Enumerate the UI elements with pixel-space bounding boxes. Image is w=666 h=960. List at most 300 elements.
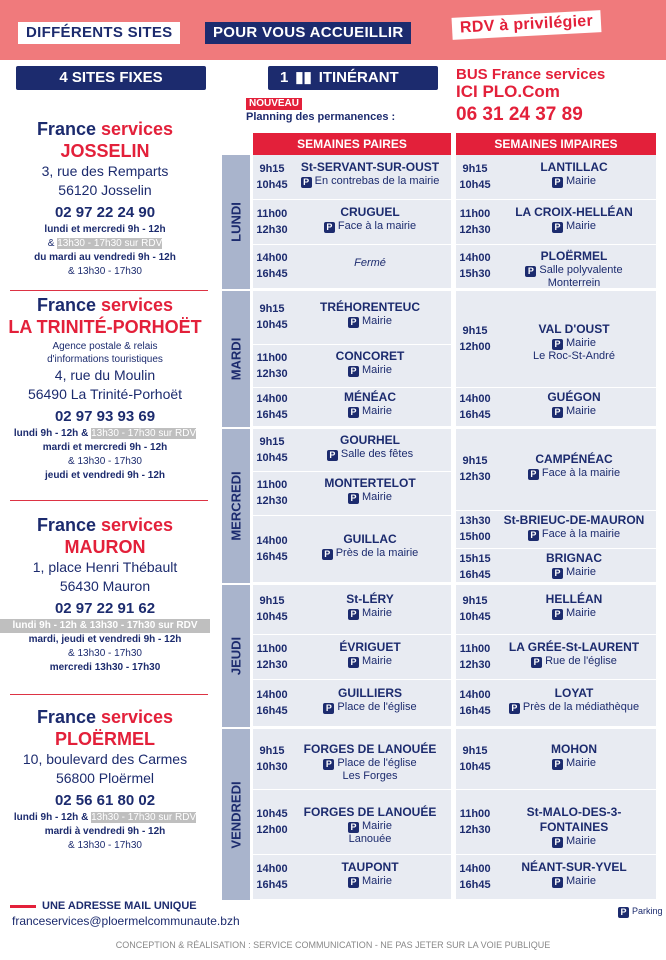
- slot-start: 9h15: [259, 162, 285, 175]
- slot-location: Mairie: [566, 219, 596, 232]
- footer-credits: CONCEPTION & RÉALISATION : SERVICE COMMUNICATION - NE PAS JETER SUR LA VOIE PUBLIQUE: [115, 940, 551, 950]
- slot-times: [458, 687, 492, 719]
- commune-name: LA GRÉE-St-LAURENT: [508, 639, 640, 654]
- parking-icon: P: [618, 907, 629, 918]
- column-header-impairs: SEMAINES IMPAIRES: [456, 133, 656, 155]
- slot-end: 10h45: [459, 611, 491, 623]
- slot-start: 9h15: [259, 744, 285, 757]
- bus-title: [456, 66, 605, 101]
- bus-label-fs: France services: [491, 66, 606, 83]
- slot-location: Mairie: [566, 607, 596, 619]
- commune-name: TAUPONT: [341, 859, 399, 874]
- slot-location-2: Lanouée: [348, 832, 392, 845]
- slot-start: 14h00: [256, 688, 288, 701]
- slot-location: En contrebas de la mairie: [314, 174, 440, 187]
- day-label: LUNDI: [222, 155, 250, 289]
- slot-place: [293, 205, 447, 233]
- site-city: PLOËRMEL: [54, 729, 155, 749]
- commune-name: GUÉGON: [547, 390, 601, 404]
- parking-icon: P: [531, 657, 542, 668]
- schedule-slot: [253, 790, 451, 855]
- site-address: 4, rue du Moulin: [54, 367, 156, 383]
- slot-end: 12h00: [459, 340, 491, 353]
- slot-location: Rue de l'église: [545, 654, 617, 667]
- slot-times: [458, 206, 492, 238]
- slot-start: 11h00: [256, 351, 288, 364]
- schedule-slot: [253, 855, 451, 900]
- parking-icon: P: [552, 609, 563, 620]
- slot-start: 14h00: [256, 534, 288, 547]
- slot-place: [496, 592, 652, 620]
- slot-start: 9h15: [462, 324, 488, 337]
- slot-times: [255, 593, 289, 625]
- nouveau-badge: NOUVEAU: [246, 98, 302, 110]
- header-rdv-badge: RDV à privilégier: [452, 10, 602, 40]
- slot-location-2: Monterrein: [547, 277, 601, 289]
- slot-location: Mairie: [362, 607, 392, 619]
- slot-location-2: Le Roc-St-André: [533, 349, 615, 362]
- site-la-trinite: [0, 294, 210, 483]
- slot-place: [496, 686, 652, 714]
- schedule-slot: [456, 635, 656, 680]
- mail-title: UNE ADRESSE MAIL UNIQUE: [10, 900, 197, 912]
- slot-times: [255, 533, 289, 565]
- schedule-slot: [456, 549, 656, 583]
- slot-location: Face à la mairie: [541, 467, 621, 479]
- commune-name: MONTERTELOT: [324, 476, 416, 490]
- slot-times: [458, 593, 492, 625]
- slot-location: Mairie: [566, 756, 596, 769]
- slot-place: [496, 160, 652, 188]
- parking-icon: P: [348, 407, 359, 418]
- slot-end: 16h45: [256, 268, 288, 280]
- slot-start: 9h15: [259, 435, 285, 448]
- slot-end: 16h45: [459, 878, 491, 891]
- parking-icon: P: [348, 366, 359, 377]
- slot-place: [293, 742, 447, 783]
- site-hours: & 13h30 - 17h30 sur RDV: [47, 238, 163, 249]
- site-postcode: 56800 Ploërmel: [55, 770, 155, 786]
- slot-location: Face à la mairie: [337, 219, 417, 232]
- site-hours: & 13h30 - 17h30: [68, 840, 142, 851]
- schedule-slot: [253, 345, 451, 388]
- slot-times: [255, 161, 289, 193]
- schedule-slot: [456, 155, 656, 200]
- slot-start: 9h15: [462, 455, 488, 467]
- slot-place: [496, 742, 652, 770]
- parking-icon: P: [323, 759, 334, 770]
- site-josselin: [0, 118, 210, 279]
- slot-start: 14h00: [256, 252, 288, 264]
- slot-location: Mairie: [566, 405, 596, 417]
- schedule-slot: [456, 429, 656, 511]
- slot-place: [293, 300, 447, 328]
- parking-icon: P: [348, 657, 359, 668]
- commune-name: NÉANT-SUR-YVEL: [521, 859, 627, 874]
- slot-place: [293, 249, 447, 270]
- bus-label: BUS: [456, 66, 492, 83]
- slot-start: 9h15: [462, 595, 488, 607]
- slot-start: 11h00: [256, 479, 288, 491]
- site-phone[interactable]: 02 56 61 80 02: [54, 792, 156, 809]
- planning-label: Planning des permanences :: [246, 111, 396, 123]
- commune-name: MOHON: [551, 741, 597, 756]
- parking-icon: P: [348, 877, 359, 888]
- slot-start: 11h00: [459, 807, 491, 820]
- commune-name: CONCORET: [335, 348, 405, 363]
- commune-name: TRÉHORENTEUC: [319, 300, 420, 314]
- commune-name: MÉNÉAC: [343, 390, 396, 404]
- parking-icon: P: [348, 317, 359, 328]
- slot-place: [293, 349, 447, 377]
- parking-icon: P: [301, 177, 312, 188]
- schedule-slot: [253, 388, 451, 427]
- commune-name: CRUGUEL: [340, 204, 400, 219]
- slot-end: 10h45: [256, 451, 288, 464]
- site-city: MAURON: [64, 537, 146, 557]
- site-mauron: [0, 514, 210, 675]
- slot-start: 14h00: [459, 392, 491, 405]
- site-extra: Agence postale & relais d'informations touristiques: [47, 341, 163, 365]
- slot-times: [458, 513, 492, 545]
- bus-phone[interactable]: 06 31 24 37 89: [456, 104, 583, 125]
- slot-start: 11h00: [256, 207, 288, 220]
- slot-location: Mairie: [566, 336, 596, 349]
- slot-start: 10h45: [256, 807, 288, 820]
- parking-icon: P: [525, 266, 536, 277]
- slot-location: Mairie: [362, 491, 392, 503]
- slot-times: [255, 301, 289, 333]
- slot-times: [255, 391, 289, 423]
- commune-name: FORGES DE LANOUÉE: [303, 741, 437, 756]
- slot-start: 11h00: [459, 207, 491, 220]
- column-header-pairs: SEMAINES PAIRES: [253, 133, 451, 155]
- header-title-left: DIFFÉRENTS SITES: [18, 22, 180, 44]
- slot-location-2: Les Forges: [342, 769, 398, 782]
- site-phone[interactable]: 02 97 22 91 62: [54, 600, 156, 617]
- slot-times: [458, 391, 492, 423]
- schedule-slot: [253, 729, 451, 790]
- itinerant-label: ITINÉRANT: [318, 69, 399, 86]
- slot-start: 14h00: [256, 862, 288, 875]
- site-hours: lundi 9h - 12h & 13h30 - 17h30 sur RDV: [13, 428, 197, 439]
- site-city: JOSSELIN: [60, 141, 150, 161]
- slot-location: Près de la médiathèque: [522, 700, 640, 713]
- parking-icon: P: [348, 822, 359, 833]
- slot-start: 14h00: [459, 688, 491, 701]
- slot-place: [293, 860, 447, 888]
- schedule-slot: [253, 245, 451, 289]
- slot-start: 9h15: [259, 595, 285, 607]
- slot-times: [458, 743, 492, 775]
- parking-icon: P: [327, 450, 338, 461]
- slot-place: [496, 513, 652, 541]
- schedule-slot: [456, 680, 656, 727]
- slot-location: Place de l'église: [337, 700, 417, 713]
- slot-times: [255, 206, 289, 238]
- slot-place: [293, 805, 447, 846]
- slot-start: 14h00: [459, 862, 491, 875]
- slot-end: 10h45: [459, 760, 491, 773]
- schedule-slot: [456, 855, 656, 900]
- schedule-slot: [253, 429, 451, 472]
- slot-location: Près de la mairie: [335, 546, 419, 559]
- slot-location: Mairie: [362, 654, 392, 667]
- commune-name: FORGES DE LANOUÉE: [303, 804, 437, 819]
- slot-place: [496, 249, 652, 290]
- site-address: 1, place Henri Thébault: [32, 559, 178, 575]
- slot-end: 12h30: [256, 658, 288, 671]
- divider: [10, 500, 208, 501]
- slot-place: [293, 476, 447, 504]
- day-label: MARDI: [222, 291, 250, 427]
- slot-end: 12h30: [256, 367, 288, 380]
- slot-end: 12h30: [459, 658, 491, 671]
- divider: [10, 290, 208, 291]
- commune-name: BRIGNAC: [546, 551, 602, 565]
- slot-start: 11h00: [459, 642, 491, 655]
- slot-place: [496, 390, 652, 418]
- slot-place: [293, 433, 447, 461]
- slot-times: [255, 250, 289, 282]
- schedule-slot: [253, 516, 451, 583]
- slot-end: 12h30: [459, 471, 491, 483]
- slot-place: [496, 551, 652, 579]
- schedule-slot: [253, 680, 451, 727]
- schedule-slot: [456, 200, 656, 245]
- slot-location: Mairie: [362, 819, 392, 832]
- slot-place: [496, 640, 652, 668]
- site-hours: & 13h30 - 17h30: [68, 266, 142, 277]
- slot-place: [293, 390, 447, 418]
- commune-name: GOURHEL: [340, 432, 400, 447]
- slot-end: 10h30: [256, 760, 288, 773]
- slot-times: [255, 434, 289, 466]
- slot-start: 14h00: [459, 252, 491, 264]
- schedule-slot: [253, 200, 451, 245]
- site-hours: mardi, jeudi et vendredi 9h - 12h: [28, 634, 182, 645]
- day-label: MERCREDI: [222, 429, 250, 583]
- slot-end: 16h45: [459, 704, 491, 717]
- divider: [10, 694, 208, 695]
- commune-name: LA CROIX-HELLÉAN: [515, 204, 633, 219]
- slot-end: 16h45: [256, 704, 288, 717]
- day-label: VENDREDI: [222, 729, 250, 900]
- parking-icon: P: [348, 493, 359, 504]
- slot-times: [458, 323, 492, 355]
- itinerant-title: [268, 66, 438, 90]
- slot-times: [458, 161, 492, 193]
- site-hours: mardi à vendredi 9h - 12h: [44, 826, 166, 837]
- site-phone[interactable]: 02 97 93 93 69: [54, 408, 156, 425]
- schedule-slot: [456, 245, 656, 289]
- slot-location: Mairie: [362, 315, 392, 327]
- site-hours: du mardi au vendredi 9h - 12h: [34, 252, 176, 263]
- schedule-slot: [253, 585, 451, 635]
- schedule-slot: [456, 790, 656, 855]
- slot-times: [255, 350, 289, 382]
- bus-brand: ICI PLO.Com: [456, 82, 560, 101]
- schedule-slot: [456, 291, 656, 388]
- site-postcode: 56430 Mauron: [59, 578, 151, 594]
- slot-start: 9h15: [462, 162, 488, 175]
- site-city: LA TRINITÉ-PORHOËT: [8, 317, 202, 337]
- site-brand: France services: [36, 295, 174, 315]
- site-hours: & 13h30 - 17h30: [68, 648, 142, 659]
- slot-place: [496, 205, 652, 233]
- slot-place: [496, 860, 652, 888]
- parking-icon: P: [552, 837, 563, 848]
- parking-icon: P: [322, 549, 333, 560]
- commune-name: GUILLAC: [343, 531, 397, 546]
- parking-icon: P: [552, 759, 563, 770]
- commune-name: St-SERVANT-SUR-OUST: [300, 159, 440, 174]
- site-address: 3, rue des Remparts: [41, 163, 169, 179]
- schedule-slot: [253, 472, 451, 516]
- site-hours: lundi 9h - 12h & 13h30 - 17h30 sur RDV: [0, 619, 210, 633]
- slot-place: [293, 160, 447, 188]
- commune-name: St-MALO-DES-3-FONTAINES: [526, 804, 622, 834]
- commune-name: CAMPÉNÉAC: [535, 452, 613, 466]
- commune-name: St-BRIEUC-DE-MAURON: [503, 513, 645, 527]
- fixed-sites-title: 4 SITES FIXES: [16, 66, 206, 90]
- commune-name: PLOËRMEL: [540, 249, 608, 263]
- slot-end: 12h30: [459, 823, 491, 836]
- slot-closed: Fermé: [354, 257, 386, 269]
- parking-icon: P: [323, 703, 334, 714]
- slot-end: 12h30: [459, 223, 491, 236]
- parking-icon: P: [348, 609, 359, 620]
- parking-icon: P: [552, 407, 563, 418]
- slot-end: 15h00: [459, 531, 491, 543]
- slot-place: [496, 805, 652, 848]
- slot-location: Salle des fêtes: [340, 447, 414, 460]
- slot-location: Mairie: [566, 874, 596, 887]
- slot-place: [496, 452, 652, 480]
- slot-end: 10h45: [256, 178, 288, 191]
- slot-location: Mairie: [362, 363, 392, 376]
- slot-end: 10h45: [256, 611, 288, 623]
- slot-times: [458, 861, 492, 893]
- slot-start: 9h15: [462, 744, 488, 757]
- slot-end: 12h00: [256, 823, 288, 836]
- slot-times: [255, 743, 289, 775]
- slot-start: 15h15: [459, 553, 491, 565]
- slot-location: Mairie: [566, 174, 596, 187]
- parking-icon: P: [552, 568, 563, 579]
- slot-end: 16h45: [256, 408, 288, 421]
- parking-icon: P: [509, 703, 520, 714]
- commune-name: LOYAT: [554, 685, 594, 700]
- site-hours: mardi et mercredi 9h - 12h: [42, 442, 168, 453]
- parking-icon: P: [528, 530, 539, 541]
- slot-place: [293, 532, 447, 560]
- commune-name: VAL D'OUST: [538, 321, 610, 336]
- slot-end: 10h45: [256, 319, 288, 331]
- parking-icon: P: [552, 339, 563, 350]
- parking-icon: P: [324, 222, 335, 233]
- schedule-slot: [456, 511, 656, 549]
- slot-end: 16h45: [459, 408, 491, 421]
- site-hours: & 13h30 - 17h30: [68, 456, 142, 467]
- slot-start: 13h30: [459, 515, 491, 527]
- slot-location: Mairie: [566, 834, 596, 847]
- slot-end: 10h45: [459, 178, 491, 191]
- slot-times: [458, 453, 492, 485]
- commune-name: LANTILLAC: [540, 159, 608, 174]
- slot-end: 12h30: [256, 495, 288, 507]
- parking-icon: P: [552, 877, 563, 888]
- slot-start: 11h00: [256, 642, 288, 655]
- slot-times: [255, 687, 289, 719]
- parking-legend: P Parking: [618, 906, 663, 918]
- commune-name: GUILLIERS: [337, 685, 402, 700]
- commune-name: St-LÉRY: [346, 592, 394, 606]
- itinerant-number: 1: [280, 69, 289, 86]
- slot-location: Place de l'église: [337, 756, 417, 769]
- slot-times: [255, 641, 289, 673]
- slot-location: Mairie: [566, 566, 596, 578]
- schedule-slot: [456, 388, 656, 427]
- slot-times: [255, 861, 289, 893]
- commune-name: ÉVRIGUET: [339, 639, 401, 654]
- slot-end: 16h45: [459, 569, 491, 581]
- slot-end: 16h45: [256, 878, 288, 891]
- parking-icon: P: [528, 469, 539, 480]
- slot-end: 16h45: [256, 550, 288, 563]
- site-phone[interactable]: 02 97 22 24 90: [54, 204, 156, 221]
- slot-end: 15h30: [459, 268, 491, 280]
- commune-name: HELLÉAN: [545, 592, 603, 606]
- site-postcode: 56120 Josselin: [58, 182, 152, 198]
- site-hours: lundi et mercredi 9h - 12h: [44, 224, 166, 235]
- site-brand: France services: [36, 515, 174, 535]
- schedule-slot: [253, 635, 451, 680]
- slot-location: Salle polyvalente: [539, 264, 623, 276]
- site-postcode: 56490 La Trinité-Porhoët: [27, 386, 183, 402]
- slot-times: [458, 641, 492, 673]
- schedule-slot: [456, 729, 656, 790]
- site-hours: mercredi 13h30 - 17h30: [49, 662, 161, 673]
- slot-end: 12h30: [256, 223, 288, 236]
- site-brand: France services: [36, 707, 174, 727]
- slot-place: [496, 322, 652, 363]
- schedule-slot: [253, 155, 451, 200]
- slot-times: [458, 806, 492, 838]
- schedule-slot: [456, 585, 656, 635]
- truck-icon: ▮▮: [295, 69, 312, 86]
- slot-times: [255, 477, 289, 509]
- slot-location: Mairie: [362, 405, 392, 417]
- slot-start: 14h00: [256, 392, 288, 405]
- slot-start: 9h15: [259, 303, 285, 315]
- slot-place: [293, 686, 447, 714]
- slot-times: [458, 551, 492, 583]
- parking-icon: P: [552, 177, 563, 188]
- slot-location: Mairie: [362, 874, 392, 887]
- slot-location: Face à la mairie: [541, 528, 621, 540]
- site-brand: France services: [36, 119, 174, 139]
- schedule-slot: [253, 291, 451, 345]
- site-hours: lundi 9h - 12h & 13h30 - 17h30 sur RDV: [13, 812, 197, 823]
- mail-link[interactable]: franceservices@ploermelcommunaute.bzh: [12, 914, 240, 928]
- site-ploermel: [0, 706, 210, 853]
- header-title-middle: POUR VOUS ACCUEILLIR: [205, 22, 411, 44]
- site-hours: jeudi et vendredi 9h - 12h: [44, 470, 166, 481]
- parking-icon: P: [552, 222, 563, 233]
- slot-times: [458, 250, 492, 282]
- slot-times: [255, 806, 289, 838]
